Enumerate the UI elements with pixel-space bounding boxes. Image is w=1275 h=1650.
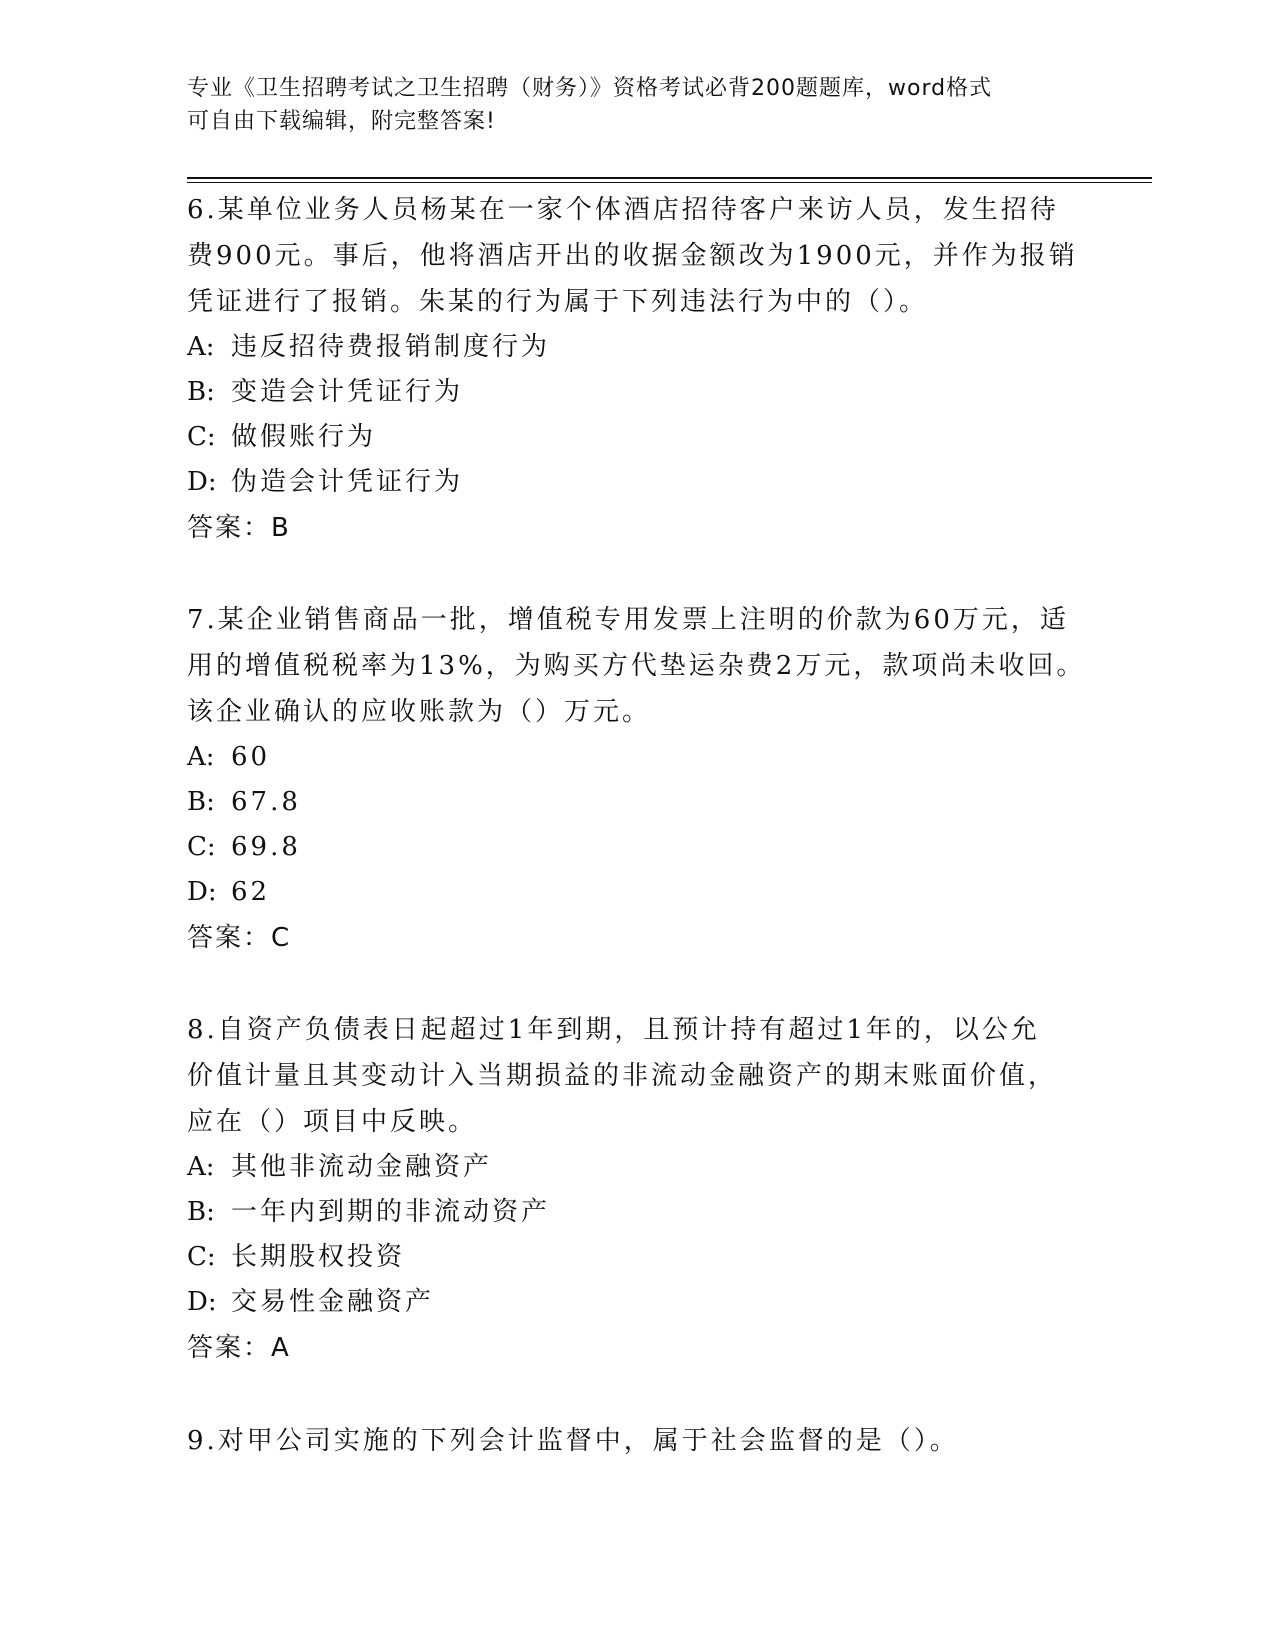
option-key: A: [187, 1152, 215, 1182]
document-header [187, 72, 1067, 138]
question-stem-line: 6.某单位业务人员杨某在一家个体酒店招待客户来访人员，发生招待 [187, 195, 1059, 225]
option-b [187, 780, 1087, 825]
option-a [187, 325, 1087, 370]
question-6 [187, 187, 1087, 551]
question-stem-line: 应在（）项目中反映。 [187, 1107, 478, 1137]
option-a [187, 1145, 1087, 1190]
answer-label: 答案：B [187, 513, 291, 543]
question-stem-line: 价值计量且其变动计入当期损益的非流动金融资产的期末账面价值， [187, 1061, 1058, 1091]
option-text: 伪造会计凭证行为 [231, 467, 464, 497]
option-text: 69.8 [231, 832, 301, 862]
option-key: A: [187, 742, 215, 772]
option-key: A: [187, 332, 215, 362]
option-text: 交易性金融资产 [231, 1287, 435, 1317]
option-d [187, 1280, 1087, 1325]
option-key: B: [187, 1197, 215, 1227]
option-b [187, 370, 1087, 415]
option-text: 做假账行为 [231, 422, 377, 452]
question-stem-line: 该企业确认的应收账款为（）万元。 [187, 697, 652, 727]
option-key: C: [187, 422, 216, 452]
option-c [187, 415, 1087, 460]
option-a [187, 735, 1087, 780]
option-key: C: [187, 1242, 216, 1272]
option-key: D: [187, 877, 217, 907]
header-divider-thin [187, 182, 1152, 183]
question-8 [187, 1007, 1087, 1371]
question-stem-line: 费900元。事后，他将酒店开出的收据金额改为1900元，并作为报销 [187, 241, 1078, 271]
option-text: 一年内到期的非流动资产 [231, 1197, 551, 1227]
question-stem-line: 8.自资产负债表日起超过1年到期，且预计持有超过1年的，以公允 [187, 1015, 1040, 1045]
header-divider-thick [187, 177, 1152, 179]
question-7 [187, 597, 1087, 961]
option-key: B: [187, 787, 215, 817]
answer-label: 答案：A [187, 1333, 291, 1363]
question-9 [187, 1418, 1087, 1464]
option-b [187, 1190, 1087, 1235]
option-text: 67.8 [231, 787, 301, 817]
option-key: D: [187, 467, 217, 497]
question-stem-line: 凭证进行了报销。朱某的行为属于下列违法行为中的（）。 [187, 287, 929, 317]
header-line-2: 可自由下载编辑，附完整答案! [187, 109, 496, 134]
question-stem-line: 7.某企业销售商品一批，增值税专用发票上注明的价款为60万元，适 [187, 605, 1069, 635]
option-key: B: [187, 377, 215, 407]
option-d [187, 870, 1087, 915]
option-d [187, 460, 1087, 505]
option-text: 其他非流动金融资产 [231, 1152, 493, 1182]
option-c [187, 1235, 1087, 1280]
option-text: 变造会计凭证行为 [231, 377, 464, 407]
option-key: C: [187, 832, 216, 862]
option-c [187, 825, 1087, 870]
option-text: 62 [231, 877, 271, 907]
question-stem-line: 用的增值税税率为13%，为购买方代垫运杂费2万元，款项尚未收回。 [187, 651, 1086, 681]
option-text: 长期股权投资 [231, 1242, 406, 1272]
option-key: D: [187, 1287, 217, 1317]
header-line-1: 专业《卫生招聘考试之卫生招聘（财务）》资格考试必背200题题库，word格式 [187, 76, 993, 101]
question-stem-line: 9.对甲公司实施的下列会计监督中，属于社会监督的是（）。 [187, 1426, 959, 1456]
option-text: 60 [231, 742, 271, 772]
option-text: 违反招待费报销制度行为 [231, 332, 551, 362]
answer-label: 答案：C [187, 923, 292, 953]
